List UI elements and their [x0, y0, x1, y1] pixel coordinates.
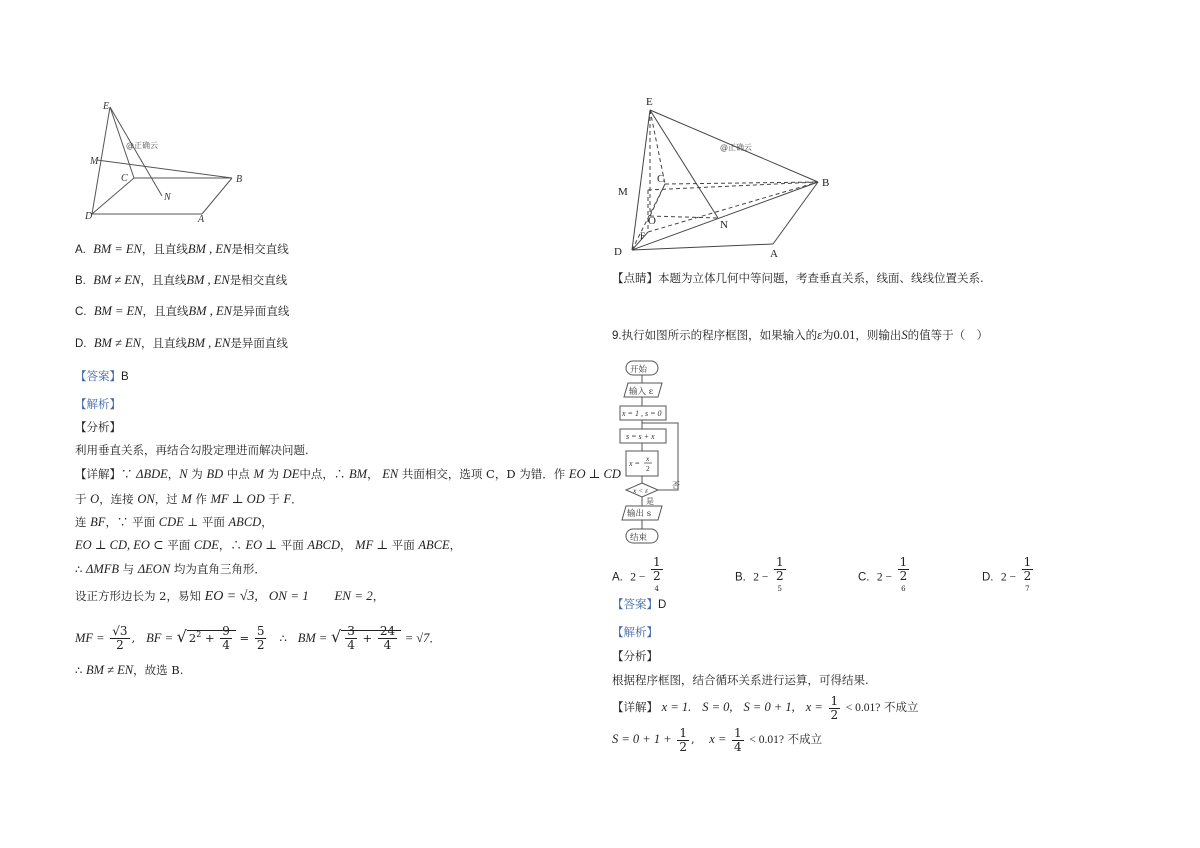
- fig-right-label-f: F: [640, 231, 646, 241]
- option-letter: C.: [858, 571, 870, 584]
- denominator: 4: [222, 638, 230, 653]
- fraction: [345, 625, 357, 652]
- numerator: 5: [256, 624, 265, 639]
- base: 2: [1023, 569, 1032, 583]
- answer-tag: 【答案】: [612, 597, 658, 611]
- flow-half-den: 2: [646, 464, 650, 473]
- fraction: [898, 556, 910, 599]
- math: BF: [90, 515, 106, 529]
- fenxi-right: 【分析】: [612, 649, 658, 663]
- math: EN: [382, 467, 399, 481]
- text: 平面: [391, 538, 415, 552]
- flow-start: 开始: [630, 365, 648, 375]
- flow-yes: 是: [646, 497, 654, 506]
- q9-number: 9.: [612, 330, 622, 342]
- text: 于: [75, 492, 87, 506]
- flow-no: 否: [672, 481, 680, 490]
- text: ，: [367, 467, 379, 481]
- text: ，则输出: [855, 328, 902, 342]
- fig-left-label-e: E: [103, 101, 110, 112]
- option-d-right: [982, 556, 1035, 599]
- dianjing-text: 本题为立体几何中等问题，考查垂直关系，线面、线线位置关系.: [658, 271, 984, 285]
- fraction: [732, 727, 744, 754]
- text: ∴: [75, 562, 83, 576]
- math: N: [179, 467, 188, 481]
- math: M: [253, 467, 264, 481]
- fig-right-label-c: C: [657, 173, 665, 185]
- denominator: [774, 570, 786, 599]
- math: x =: [709, 732, 727, 746]
- denominator: 2: [116, 638, 124, 653]
- detail-line-2: [75, 491, 303, 507]
- option-text: ，且直线: [141, 242, 188, 256]
- base: 2: [652, 569, 661, 583]
- denominator: 4: [734, 739, 742, 754]
- math: 0.01: [833, 328, 856, 342]
- option-expr: 2 −: [1000, 571, 1016, 584]
- math: BF =: [146, 630, 174, 645]
- math: EO ⊥: [245, 538, 278, 552]
- math: EO ⊥ CD, EO ⊂: [75, 538, 164, 552]
- flowchart: [612, 358, 712, 548]
- fig-left-label-c: C: [121, 173, 128, 184]
- detail-right-line-1: [612, 690, 919, 725]
- fenxi-text-left: 利用垂直关系，再结合勾股定理进而解决问题.: [75, 443, 309, 457]
- math: ΔBDE: [136, 467, 168, 481]
- math: x = 1.: [661, 700, 692, 714]
- option-letter: D.: [75, 338, 87, 350]
- text: 不成立: [787, 732, 823, 746]
- answer-left: [75, 368, 129, 385]
- option-lines: BM , EN: [187, 242, 232, 256]
- denominator: 2: [830, 707, 839, 722]
- text: 平面: [280, 538, 304, 552]
- detail-line-1: [75, 466, 621, 482]
- numerator: 1: [775, 555, 784, 569]
- flow-half-num: x: [646, 454, 650, 463]
- detail-line-6: [75, 588, 384, 605]
- fraction: [677, 727, 689, 754]
- option-rel: BM = EN: [93, 242, 142, 256]
- numerator: 3: [347, 624, 355, 639]
- math: ABCE: [418, 538, 450, 552]
- numerator: 1: [830, 693, 839, 708]
- numerator: 1: [1023, 555, 1032, 569]
- text: ，: [372, 589, 385, 603]
- fig-right-label-a: A: [770, 248, 778, 260]
- text: 为: [267, 467, 280, 481]
- numerator: √3: [112, 624, 128, 639]
- jiexi-left: 【解析】: [75, 397, 121, 411]
- option-b-left: [75, 272, 287, 289]
- math: ε: [817, 328, 823, 342]
- flow-half-lhs: x =: [629, 459, 640, 468]
- text: ，∵ 平面: [105, 515, 156, 529]
- math: EO = √3,: [204, 589, 258, 604]
- text: ，: [167, 467, 180, 481]
- op: +: [204, 630, 215, 645]
- text: 共面相交，选项 C，D 为错．作: [401, 467, 566, 481]
- base: 2: [899, 569, 908, 583]
- math: CDE: [158, 515, 184, 529]
- math: ΔEON: [137, 562, 171, 576]
- exponent: 7: [1025, 585, 1030, 593]
- text: ∴: [279, 630, 287, 645]
- option-c-right: [858, 556, 911, 599]
- option-tail: 是相交直线: [229, 273, 288, 287]
- flow-init: x = 1 , s = 0: [622, 409, 662, 418]
- option-lines: BM , EN: [186, 273, 230, 287]
- base: 2: [775, 569, 784, 583]
- math: ON = 1: [268, 588, 309, 603]
- fig-left-label-a: A: [198, 214, 205, 223]
- option-lines: BM , EN: [188, 304, 232, 318]
- fig-left-label-b: B: [236, 174, 243, 185]
- math: BM: [349, 467, 368, 481]
- sqrt-content: $2^2$ + $\frac{9}{4}$: [187, 630, 236, 645]
- dianjing-tag: 【点睛】: [612, 271, 658, 285]
- answer-value: D: [658, 599, 667, 611]
- numerator: 1: [652, 555, 661, 569]
- denominator: 4: [347, 638, 355, 653]
- option-expr: 2 −: [630, 571, 646, 584]
- option-letter: A.: [75, 244, 86, 256]
- detail-tag: 【详解】: [612, 700, 658, 714]
- text: ，故选 B.: [133, 663, 184, 677]
- text: 为: [822, 328, 834, 342]
- detail-line-7: MF = $\frac{√3}{2}$ , BF = √ $2^2$ + $\frac{9}{4}$ = $\frac{5}{2}$ ∴ BM = √ $\frac{3}{4}$ + $\frac{24}{4}$ = √7．: [75, 624, 441, 653]
- fraction: [378, 625, 397, 652]
- math: CDE: [193, 538, 219, 552]
- answer-tag: 【答案】: [75, 369, 121, 383]
- text: 执行如图所示的程序框图，如果输入的: [621, 328, 818, 342]
- fraction: [1022, 556, 1034, 599]
- numerator: 1: [679, 725, 687, 740]
- text: 连: [75, 515, 87, 529]
- math: MF =: [75, 630, 105, 645]
- sqrt-content: [341, 624, 401, 653]
- denominator: [1022, 570, 1034, 599]
- text: ，连接: [99, 492, 134, 506]
- fig-right-label-e: E: [646, 96, 653, 108]
- flow-end: 结束: [630, 533, 648, 543]
- detail-line-8: [75, 662, 183, 678]
- text: ∵: [121, 467, 133, 481]
- option-letter: B.: [735, 571, 746, 584]
- math: EN = 2: [334, 588, 373, 603]
- exponent: 6: [901, 585, 906, 593]
- fig-right-label-d: D: [614, 246, 622, 258]
- math: BD: [206, 467, 224, 481]
- fig-left-label-m: M: [90, 156, 99, 167]
- option-tail: 是异面直线: [230, 336, 288, 350]
- fenxi-left: 【分析】: [75, 420, 121, 434]
- math: ABCD: [307, 538, 341, 552]
- flow-update: s = s + x: [626, 432, 655, 441]
- option-expr: 2 −: [753, 571, 769, 584]
- detail-tag: 【详解】: [75, 467, 121, 481]
- math: M: [181, 492, 192, 506]
- flow-cond: x < ε: [633, 486, 649, 495]
- math: MF ⊥ OD: [210, 492, 265, 506]
- math: S = 0 + 1 +: [612, 732, 672, 746]
- math: < 0.01?: [845, 702, 881, 714]
- text: 不成立: [884, 700, 919, 714]
- fraction: [774, 556, 786, 599]
- detail-line-3: [75, 514, 273, 530]
- text: 均为直角三角形．: [173, 562, 266, 576]
- option-c-left: [75, 303, 289, 320]
- option-letter: D.: [982, 571, 994, 584]
- numerator: 1: [899, 555, 908, 569]
- numerator: 9: [222, 624, 230, 639]
- math: MF ⊥: [355, 538, 389, 552]
- text: ，∴: [218, 538, 242, 552]
- option-letter: C.: [75, 306, 87, 318]
- fig-right-label-b: B: [822, 177, 830, 189]
- fraction: [110, 625, 129, 652]
- denominator: [651, 570, 663, 599]
- text: 为: [191, 467, 203, 481]
- fig-right-label-o: O: [648, 215, 656, 227]
- op: =: [239, 630, 250, 645]
- option-rel: BM ≠ EN: [93, 273, 141, 287]
- math: DE: [282, 467, 300, 481]
- math: ON: [137, 492, 155, 506]
- option-letter: A.: [612, 571, 623, 584]
- text: ，: [340, 538, 352, 552]
- math: = √7: [404, 630, 430, 645]
- text: 与: [122, 562, 135, 576]
- text: ．: [291, 492, 303, 506]
- answer-value: B: [121, 371, 129, 383]
- math: < 0.01?: [749, 734, 784, 746]
- option-tail: 是相交直线: [231, 242, 289, 256]
- denominator: 2: [256, 638, 265, 653]
- numerator: 1: [734, 725, 742, 740]
- figure-left-pyramid: [80, 98, 270, 223]
- detail-line-4: [75, 537, 461, 553]
- fraction: [220, 625, 232, 652]
- fig-left-watermark: @正确云: [126, 141, 158, 150]
- fraction: [829, 695, 841, 722]
- flowchart-svg: [612, 358, 712, 548]
- detail-line-5: [75, 561, 266, 577]
- exponent: 4: [654, 585, 660, 593]
- text: 设正方形边长为 2，易知: [75, 589, 201, 603]
- op: +: [362, 630, 373, 645]
- option-text: ，且直线: [140, 273, 187, 287]
- option-letter: B.: [75, 275, 86, 287]
- option-a-left: [75, 241, 289, 258]
- detail-right-line-2: [612, 722, 822, 757]
- text: ∴: [75, 663, 83, 677]
- option-expr: 2 −: [876, 571, 892, 584]
- denominator: [898, 570, 910, 599]
- option-rel: BM ≠ EN: [93, 336, 141, 350]
- math: S = 0 + 1,: [743, 700, 795, 714]
- flow-input: 输入 ε: [629, 387, 654, 397]
- fenxi-text-right: 根据程序框图，结合循环关系进行运算，可得结果.: [612, 673, 869, 687]
- text: ，: [261, 515, 273, 529]
- math: S: [901, 328, 908, 342]
- math: F: [283, 492, 292, 506]
- math: x =: [805, 700, 823, 714]
- text: 中点，∴: [299, 467, 346, 481]
- sqrt: √: [331, 626, 342, 646]
- base: 2: [188, 630, 197, 645]
- option-d-left: [75, 335, 288, 352]
- option-a-right: [612, 556, 665, 599]
- numerator: 24: [379, 624, 396, 639]
- math: S = 0,: [702, 700, 733, 714]
- text: 作: [195, 492, 207, 506]
- text: ，: [449, 538, 462, 552]
- text: 于: [268, 492, 280, 506]
- text: ，过: [154, 492, 178, 506]
- option-text: ，且直线: [140, 336, 187, 350]
- option-text: ，且直线: [142, 304, 189, 318]
- denominator: 2: [679, 739, 687, 754]
- fig-left-label-d: D: [85, 211, 93, 222]
- figure-right-svg: [608, 92, 838, 262]
- text: ．: [429, 630, 441, 645]
- option-tail: 是异面直线: [231, 304, 290, 318]
- dianjing: [612, 270, 984, 286]
- option-rel: BM = EN: [93, 304, 143, 318]
- flow-output: 输出 s: [627, 509, 652, 519]
- math: BM ≠ EN: [85, 663, 134, 677]
- fig-right-label-m: M: [618, 186, 628, 198]
- fig-right-label-n: N: [720, 219, 728, 231]
- text: 平面: [167, 538, 191, 552]
- math: EO ⊥ CD: [568, 467, 621, 481]
- text: 中点: [226, 467, 250, 481]
- text: 的值等于（ ）: [907, 328, 989, 342]
- text: ,: [690, 732, 695, 746]
- fraction: [651, 556, 663, 599]
- math: BM =: [297, 630, 328, 645]
- fig-right-watermark: @正确云: [720, 143, 752, 152]
- option-b-right: [735, 556, 788, 599]
- fraction: [255, 625, 267, 652]
- figure-left-svg: [80, 98, 270, 223]
- answer-right: [612, 596, 666, 613]
- text: ⊥ 平面: [187, 515, 225, 529]
- math: ABCD: [228, 515, 262, 529]
- q9-stem: [612, 327, 988, 344]
- sqrt: √: [176, 626, 187, 646]
- exponent: 5: [777, 585, 783, 593]
- option-lines: BM , EN: [186, 336, 231, 350]
- denominator: 4: [383, 638, 392, 653]
- fig-left-label-n: N: [164, 192, 171, 203]
- jiexi-right: 【解析】: [612, 625, 658, 639]
- math: O: [90, 492, 100, 506]
- math: ΔMFB: [85, 562, 120, 576]
- figure-right-pyramid: [608, 92, 838, 262]
